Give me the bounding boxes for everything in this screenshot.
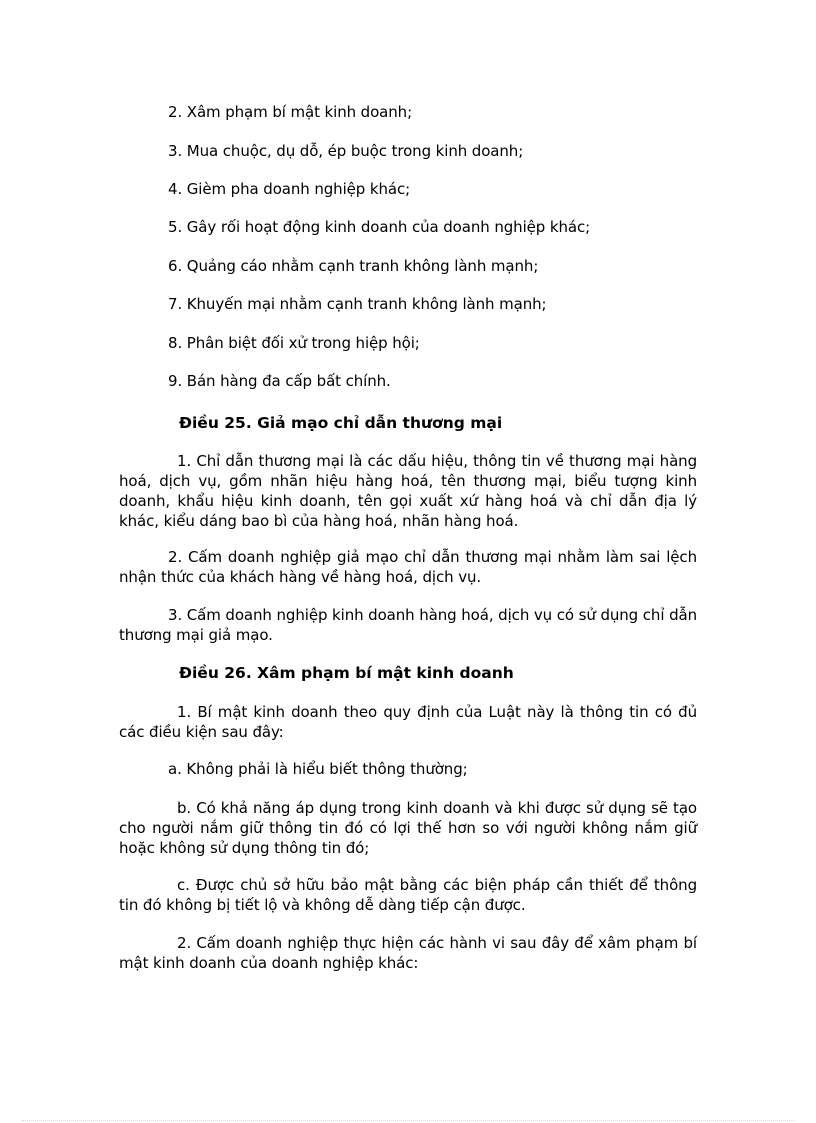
article-25-paragraph-3-text: 3. Cấm doanh nghiệp kinh doanh hàng hoá, dịch vụ có sử dụng chỉ dẫn thương mại giả mạo.: [119, 606, 697, 644]
list-item: 9. Bán hàng đa cấp bất chính.: [168, 372, 391, 390]
article-25-paragraph-2-text: 2. Cấm doanh nghiệp giả mạo chỉ dẫn thương mại nhằm làm sai lệch nhận thức của khách hàng về hàng hoá, dịch vụ.: [119, 548, 697, 586]
article-26-heading: Điều 26. Xâm phạm bí mật kinh doanh: [179, 664, 514, 682]
article-25-paragraph-2: [119, 547, 697, 587]
article-26-paragraph-2-text: 2. Cấm doanh nghiệp thực hiện các hành vi sau đây để xâm phạm bí mật kinh doanh của doanh nghiệp khác:: [119, 934, 697, 972]
list-item: 3. Mua chuộc, dụ dỗ, ép buộc trong kinh doanh;: [168, 142, 524, 160]
list-item: 2. Xâm phạm bí mật kinh doanh;: [168, 103, 413, 121]
list-item: 4. Gièm pha doanh nghiệp khác;: [168, 180, 411, 198]
article-26-item-a: a. Không phải là hiểu biết thông thường;: [168, 760, 468, 778]
list-item: 5. Gây rối hoạt động kinh doanh của doanh nghiệp khác;: [168, 218, 591, 236]
article-25-paragraph-1-text: 1. Chỉ dẫn thương mại là các dấu hiệu, thông tin về thương mại hàng hoá, dịch vụ, gồm nhãn hiệu hàng hoá, tên thương mại, biểu tượng kinh doanh, khẩu hiệu kinh doanh, tên gọi xuất xứ hàng hoá và chỉ dẫn địa lý khác, kiểu dáng bao bì của hàng hoá, nhãn hàng hoá.: [119, 452, 697, 530]
page-bottom-divider: [22, 1120, 794, 1121]
article-26-paragraph-1-text: 1. Bí mật kinh doanh theo quy định của Luật này là thông tin có đủ các điều kiện sau đây:: [119, 703, 697, 741]
list-item: 8. Phân biệt đối xử trong hiệp hội;: [168, 334, 420, 352]
list-item: 6. Quảng cáo nhằm cạnh tranh không lành mạnh;: [168, 257, 539, 275]
article-26-item-c-text: c. Được chủ sở hữu bảo mật bằng các biện pháp cần thiết để thông tin đó không bị tiết lộ và không dễ dàng tiếp cận được.: [119, 876, 697, 914]
article-26-item-b: [119, 798, 697, 858]
article-26-paragraph-1: [119, 702, 697, 742]
article-26-item-c: [119, 875, 697, 915]
article-25-paragraph-1: [119, 451, 697, 531]
article-26-paragraph-2: [119, 933, 697, 973]
article-26-item-b-text: b. Có khả năng áp dụng trong kinh doanh và khi được sử dụng sẽ tạo cho người nắm giữ thông tin đó có lợi thế hơn so với người không nắm giữ hoặc không sử dụng thông tin đó;: [119, 799, 697, 857]
article-25-paragraph-3: [119, 605, 697, 645]
article-25-heading: Điều 25. Giả mạo chỉ dẫn thương mại: [179, 414, 503, 432]
list-item: 7. Khuyến mại nhằm cạnh tranh không lành mạnh;: [168, 295, 547, 313]
